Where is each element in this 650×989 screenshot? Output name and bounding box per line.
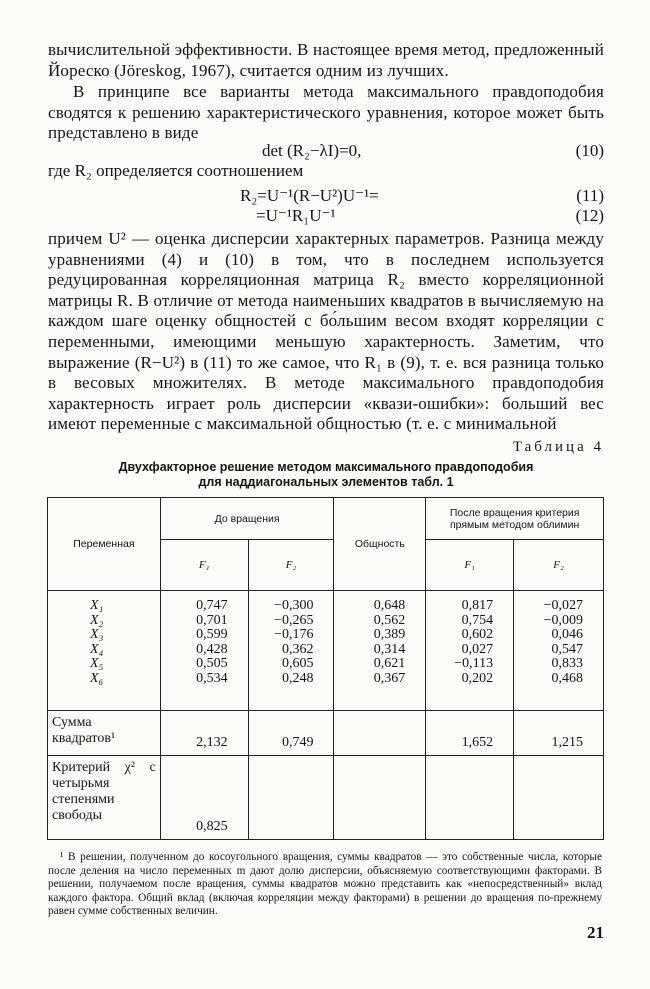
table-caption [48, 460, 604, 490]
table-cell: 0,505 [196, 656, 228, 672]
footnote-text: ¹ В решении, полученном до косоугольного вращения, суммы квадратов — это собственные числа, которые после деления на число переменных m дают долю дисперсии, объясняемую соответствующими факторами. В решении, получаемом после вращения, суммы квадратов можно представить как «непосредственный» вклад каждого фактора. Общий вклад (включая корреляции между факторами) в решении до вращения по-прежнему равен сумме собственных величин. [48, 851, 602, 918]
variable-label: X₃ [90, 627, 104, 643]
chi-square-value: 0,825 [160, 756, 248, 840]
equation-10: det (R₂−λI)=0, [262, 141, 362, 160]
variable-label: X₅ [90, 656, 104, 672]
equation-12: =U⁻¹R₁U⁻¹ [256, 206, 336, 225]
header-variable: Переменная [48, 498, 161, 591]
table-cell: 0,562 [373, 612, 406, 628]
page-number: 21 [587, 923, 604, 942]
sum-after-f2: 1,215 [514, 711, 604, 756]
equation-10-number: (10) [575, 141, 604, 160]
chi-empty-cell [248, 756, 334, 840]
communality-values [334, 591, 426, 711]
table-cell: 0,428 [196, 641, 228, 657]
table-cell: 0,701 [196, 612, 228, 628]
sum-before-f1: 2,132 [160, 711, 248, 756]
table-cell: −0,113 [454, 656, 494, 672]
header-communality: Общность [334, 498, 426, 591]
after-f1-values [426, 591, 514, 711]
table-cell: 0,754 [461, 612, 494, 628]
table-cell: 0,747 [196, 598, 228, 613]
header-after-f2: F₂ [514, 540, 604, 591]
table-number: Таблица 4 [512, 439, 604, 455]
header-before-rotation: До вращения [160, 498, 334, 540]
sum-before-f2: 0,749 [248, 711, 334, 756]
paragraph-3-text: причем U² — оценка дисперсии характерных параметров. Разница между уравнениями (4) и (10) в том, что в последнем используется редуцированная корреляционная матрица R₂ вместо корреляционной матрицы R. В отличие от метода наименьших квадратов в вычисляемую на каждом шаге оценку общностей с бо́льшим весом входят корреляции с переменными, имеющими меньшую характерность. Заметим, что выражение (R−U²) в (11) то же самое, что R₁ в (9), т. е. вся разница только в весовых множителях. В методе максимального правдоподобия характерность играет роль дисперсии «квази-ошибки»: больший вес имеют переменные с максимальной общностью (т. е. с минимальной [48, 229, 604, 434]
sum-communality-empty [334, 711, 426, 756]
table-cell: 0,602 [461, 627, 494, 643]
table-cell: 0,605 [281, 656, 314, 672]
table-cell: 0,817 [461, 598, 494, 613]
paragraph-1 [48, 40, 604, 81]
equation-12-number: (12) [575, 206, 604, 225]
variable-label: X₁ [90, 598, 104, 613]
factor-table [47, 497, 604, 840]
table-cell: −0,009 [543, 612, 583, 628]
header-after-rotation: После вращения критерия прямым методом облимин [426, 498, 604, 540]
chi-empty-cell [426, 756, 514, 840]
table-cell: 0,046 [551, 627, 583, 643]
table-cell: 0,367 [373, 670, 406, 686]
after-f2-values [514, 591, 604, 711]
variables-cell [48, 591, 161, 711]
table-cell: 0,648 [373, 598, 406, 613]
sum-after-f1: 1,652 [426, 711, 514, 756]
chi-square-label: Критерий χ² с четырьмя степенями свободы [48, 756, 161, 840]
variable-label: X₆ [90, 670, 104, 686]
table-cell: 0,599 [196, 627, 228, 643]
paragraph-3 [48, 229, 604, 435]
table-cell: 0,362 [281, 641, 314, 657]
sum-squares-label: Сумма квадратов¹ [48, 711, 161, 756]
equation-11: R₂=U⁻¹(R−U²)U⁻¹= [240, 186, 379, 205]
header-after-f1: F₁ [426, 540, 514, 591]
equation-11-number: (11) [576, 186, 604, 205]
table-cell: −0,300 [274, 598, 314, 613]
table-caption-line-1: Двухфакторное решение методом максимального правдоподобия [118, 460, 534, 474]
table-cell: 0,202 [461, 670, 494, 686]
paragraph-2-text: В принципе все варианты метода максимального правдоподобия сводятся к решению характеристического уравнения, которое может быть представлено в виде [48, 82, 604, 143]
table-cell: 0,314 [373, 641, 406, 657]
table-cell: 0,534 [196, 670, 228, 686]
footnote [48, 851, 602, 919]
header-before-f1: F₁ [160, 540, 248, 591]
table-cell: 0,833 [551, 656, 583, 672]
variable-label: X₄ [90, 641, 104, 657]
paragraph-1-text: вычислительной эффективности. В настоящее время метод, предложенный Йореско (Jöreskog, 1967), считается одним из лучших. [48, 40, 604, 80]
table-cell: 0,389 [373, 627, 406, 643]
table-cell: 0,621 [373, 656, 406, 672]
header-before-f2: F₂ [248, 540, 334, 591]
variable-label: X₂ [90, 612, 104, 628]
table-cell: 0,248 [281, 670, 314, 686]
table-cell: −0,027 [543, 598, 583, 613]
before-f2-values [248, 591, 334, 711]
table-cell: 0,027 [461, 641, 494, 657]
chi-empty-cell [334, 756, 426, 840]
table-cell: 0,468 [551, 670, 583, 686]
before-f1-values [160, 591, 248, 711]
table-cell: 0,547 [551, 641, 583, 657]
table-cell: −0,265 [274, 612, 314, 628]
table-caption-line-2: для наддиагональных элементов табл. 1 [198, 475, 454, 489]
chi-empty-cell [514, 756, 604, 840]
where-text: где R₂ определяется соотношением [48, 161, 304, 180]
paragraph-2 [48, 82, 604, 144]
table-cell: −0,176 [274, 627, 314, 643]
